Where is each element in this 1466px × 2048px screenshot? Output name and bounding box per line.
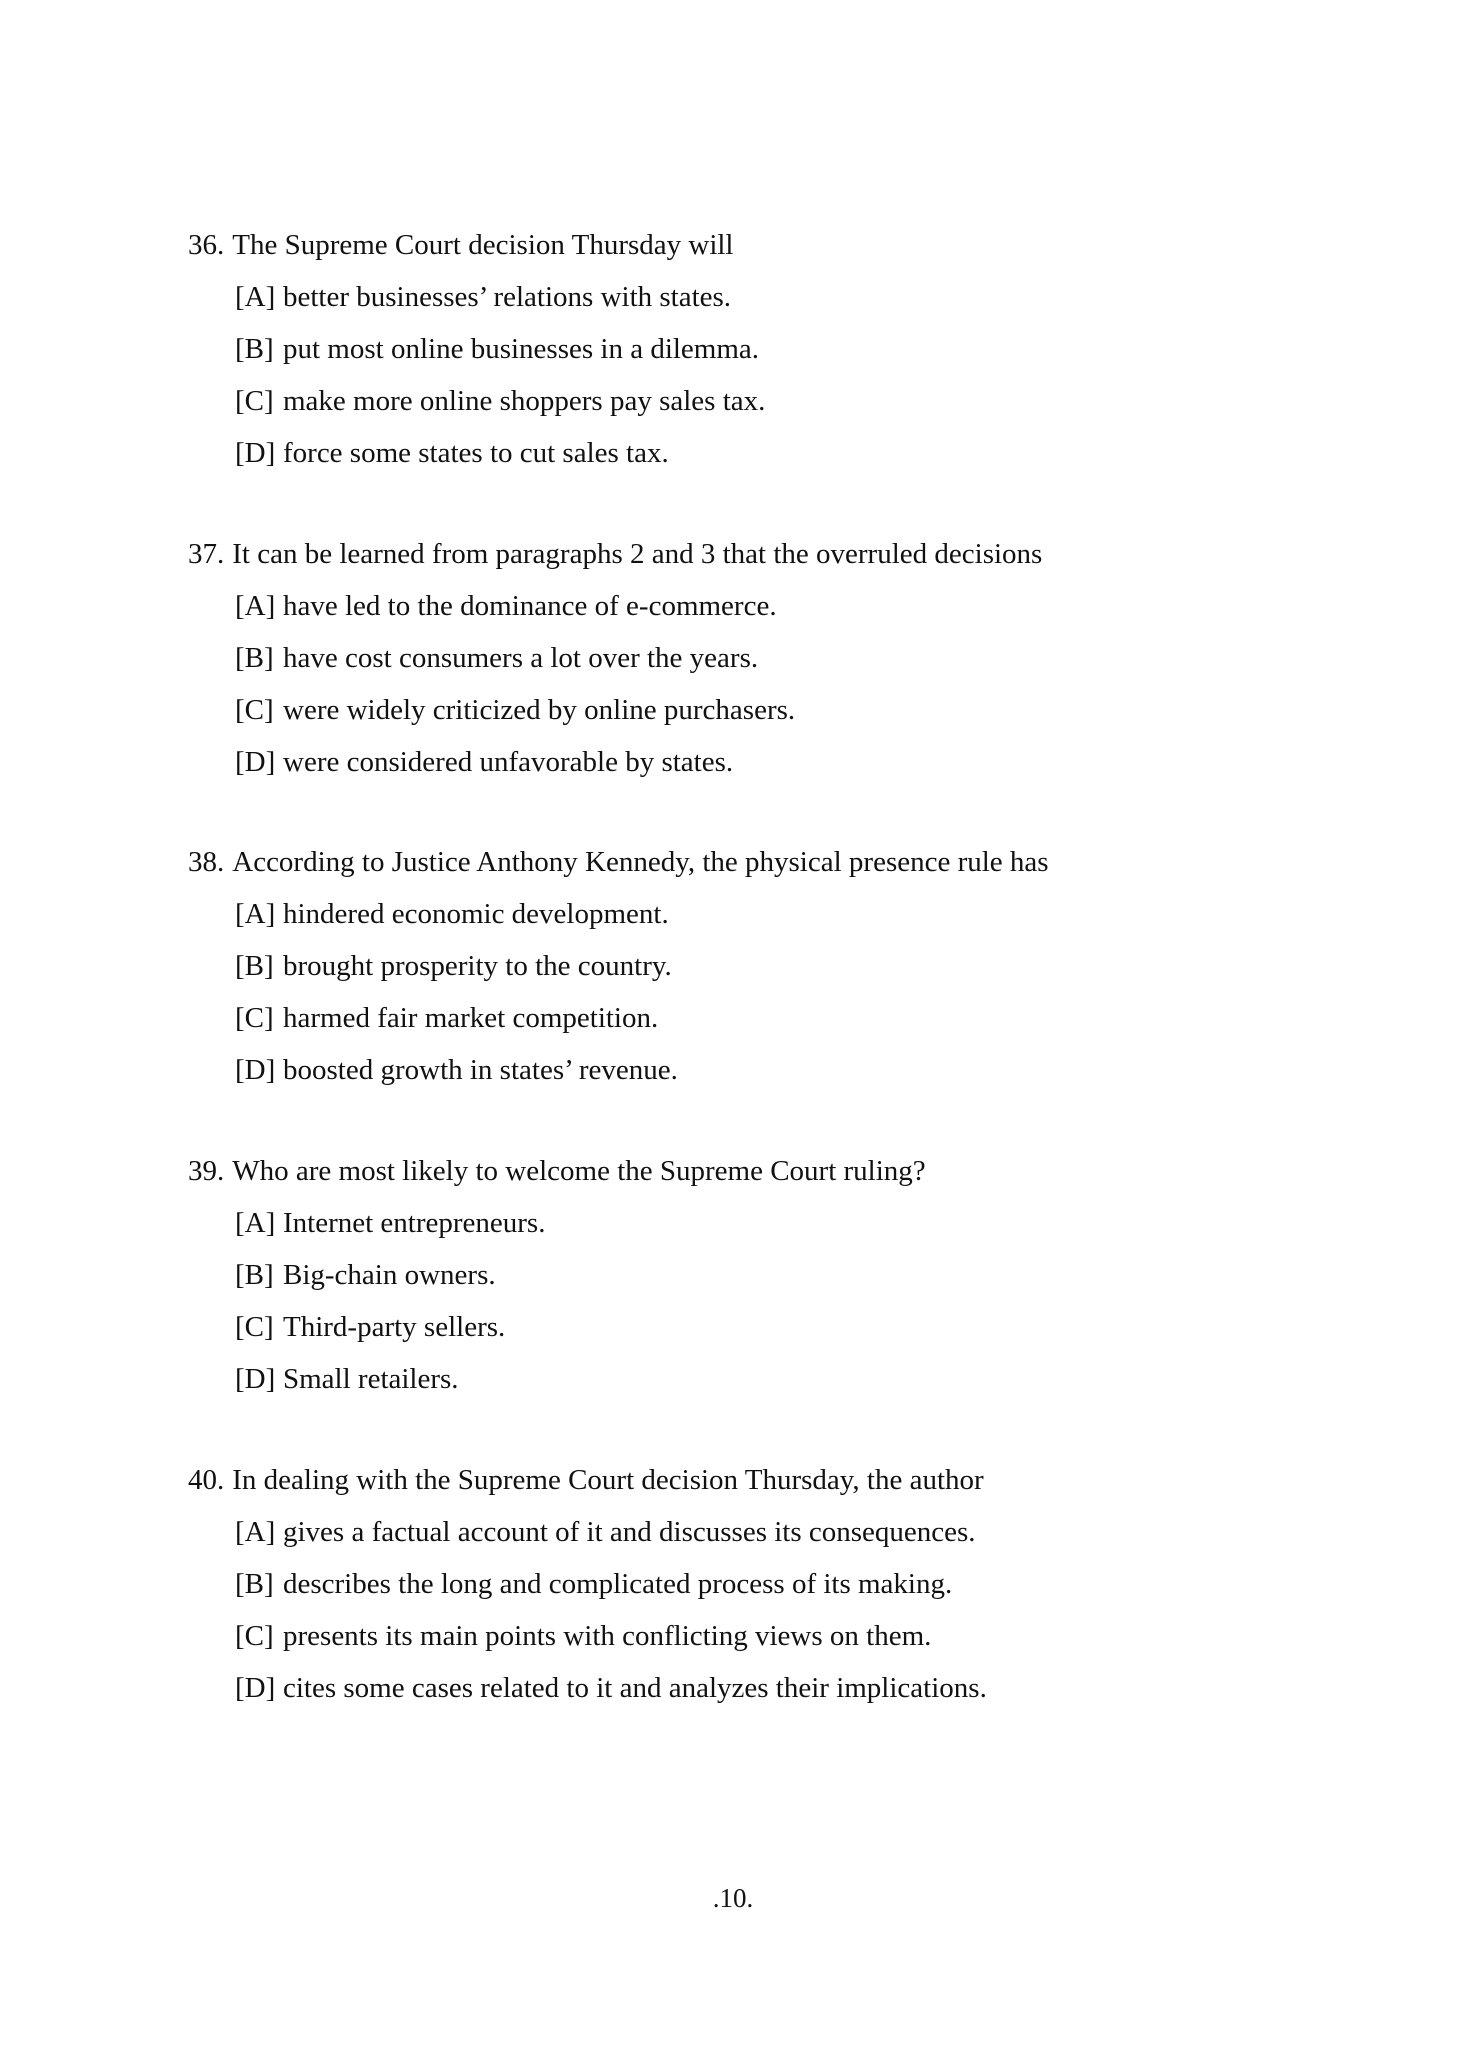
option-c bbox=[188, 1310, 1388, 1362]
option-letter: [A] bbox=[235, 1516, 276, 1548]
option-letter: [D] bbox=[235, 1363, 276, 1395]
option-b bbox=[188, 641, 1388, 693]
question-text: In dealing with the Supreme Court decision Thursday, the author bbox=[232, 1464, 984, 1496]
option-text: put most online businesses in a dilemma. bbox=[283, 333, 760, 365]
question-stem bbox=[188, 845, 1388, 897]
option-letter: [C] bbox=[235, 1002, 274, 1034]
option-text: Big-chain owners. bbox=[283, 1259, 496, 1291]
option-d bbox=[188, 436, 1388, 488]
option-b bbox=[188, 1567, 1388, 1619]
option-letter: [D] bbox=[235, 437, 276, 469]
option-letter: [A] bbox=[235, 898, 276, 930]
option-letter: [C] bbox=[235, 1620, 274, 1652]
option-text: have led to the dominance of e-commerce. bbox=[283, 590, 777, 622]
option-text: Small retailers. bbox=[283, 1363, 459, 1395]
question-number: 38. bbox=[188, 846, 225, 878]
option-text: presents its main points with conflicting views on them. bbox=[283, 1620, 932, 1652]
option-c bbox=[188, 384, 1388, 436]
option-list bbox=[188, 589, 1388, 797]
option-d bbox=[188, 1053, 1388, 1105]
option-letter: [B] bbox=[235, 642, 274, 674]
option-a bbox=[188, 897, 1388, 949]
option-d bbox=[188, 745, 1388, 797]
option-letter: [B] bbox=[235, 333, 274, 365]
question-39 bbox=[188, 1154, 1388, 1414]
option-a bbox=[188, 589, 1388, 641]
option-b bbox=[188, 1258, 1388, 1310]
question-text: Who are most likely to welcome the Supreme Court ruling? bbox=[232, 1155, 926, 1187]
question-text: According to Justice Anthony Kennedy, the physical presence rule has bbox=[232, 846, 1049, 878]
option-text: Internet entrepreneurs. bbox=[283, 1207, 546, 1239]
option-letter: [A] bbox=[235, 281, 276, 313]
option-letter: [B] bbox=[235, 1568, 274, 1600]
option-letter: [D] bbox=[235, 746, 276, 778]
option-letter: [D] bbox=[235, 1672, 276, 1704]
option-list bbox=[188, 1515, 1388, 1723]
option-c bbox=[188, 1619, 1388, 1671]
option-list bbox=[188, 280, 1388, 488]
option-b bbox=[188, 332, 1388, 384]
question-number: 40. bbox=[188, 1464, 225, 1496]
option-text: gives a factual account of it and discusses its consequences. bbox=[283, 1516, 976, 1548]
option-a bbox=[188, 1206, 1388, 1258]
question-text: The Supreme Court decision Thursday will bbox=[232, 229, 734, 261]
option-text: were widely criticized by online purchasers. bbox=[283, 694, 796, 726]
option-letter: [B] bbox=[235, 1259, 274, 1291]
option-text: were considered unfavorable by states. bbox=[283, 746, 734, 778]
option-a bbox=[188, 1515, 1388, 1567]
option-letter: [A] bbox=[235, 590, 276, 622]
question-38 bbox=[188, 845, 1388, 1105]
option-text: force some states to cut sales tax. bbox=[283, 437, 669, 469]
option-text: better businesses’ relations with states. bbox=[283, 281, 732, 313]
question-40 bbox=[188, 1463, 1388, 1723]
option-letter: [B] bbox=[235, 950, 274, 982]
option-a bbox=[188, 280, 1388, 332]
option-letter: [C] bbox=[235, 694, 274, 726]
question-stem bbox=[188, 537, 1388, 589]
option-c bbox=[188, 693, 1388, 745]
question-text: It can be learned from paragraphs 2 and 3 that the overruled decisions bbox=[232, 538, 1043, 570]
option-d bbox=[188, 1362, 1388, 1414]
question-stem bbox=[188, 228, 1388, 280]
option-letter: [A] bbox=[235, 1207, 276, 1239]
option-letter: [D] bbox=[235, 1054, 276, 1086]
option-text: hindered economic development. bbox=[283, 898, 669, 930]
option-text: make more online shoppers pay sales tax. bbox=[283, 385, 766, 417]
option-c bbox=[188, 1001, 1388, 1053]
option-text: cites some cases related to it and analyzes their implications. bbox=[283, 1672, 987, 1704]
page-number: .10. bbox=[712, 1883, 754, 1913]
question-number: 39. bbox=[188, 1155, 225, 1187]
option-text: brought prosperity to the country. bbox=[283, 950, 672, 982]
option-b bbox=[188, 949, 1388, 1001]
option-text: boosted growth in states’ revenue. bbox=[283, 1054, 678, 1086]
question-37 bbox=[188, 537, 1388, 797]
option-text: describes the long and complicated process of its making. bbox=[283, 1568, 953, 1600]
question-number: 37. bbox=[188, 538, 225, 570]
question-stem bbox=[188, 1463, 1388, 1515]
option-d bbox=[188, 1671, 1388, 1723]
option-list bbox=[188, 1206, 1388, 1414]
option-text: harmed fair market competition. bbox=[283, 1002, 659, 1034]
option-letter: [C] bbox=[235, 1311, 274, 1343]
option-text: have cost consumers a lot over the years. bbox=[283, 642, 759, 674]
question-stem bbox=[188, 1154, 1388, 1206]
question-36 bbox=[188, 228, 1388, 488]
option-list bbox=[188, 897, 1388, 1105]
option-letter: [C] bbox=[235, 385, 274, 417]
question-number: 36. bbox=[188, 229, 225, 261]
option-text: Third-party sellers. bbox=[283, 1311, 506, 1343]
